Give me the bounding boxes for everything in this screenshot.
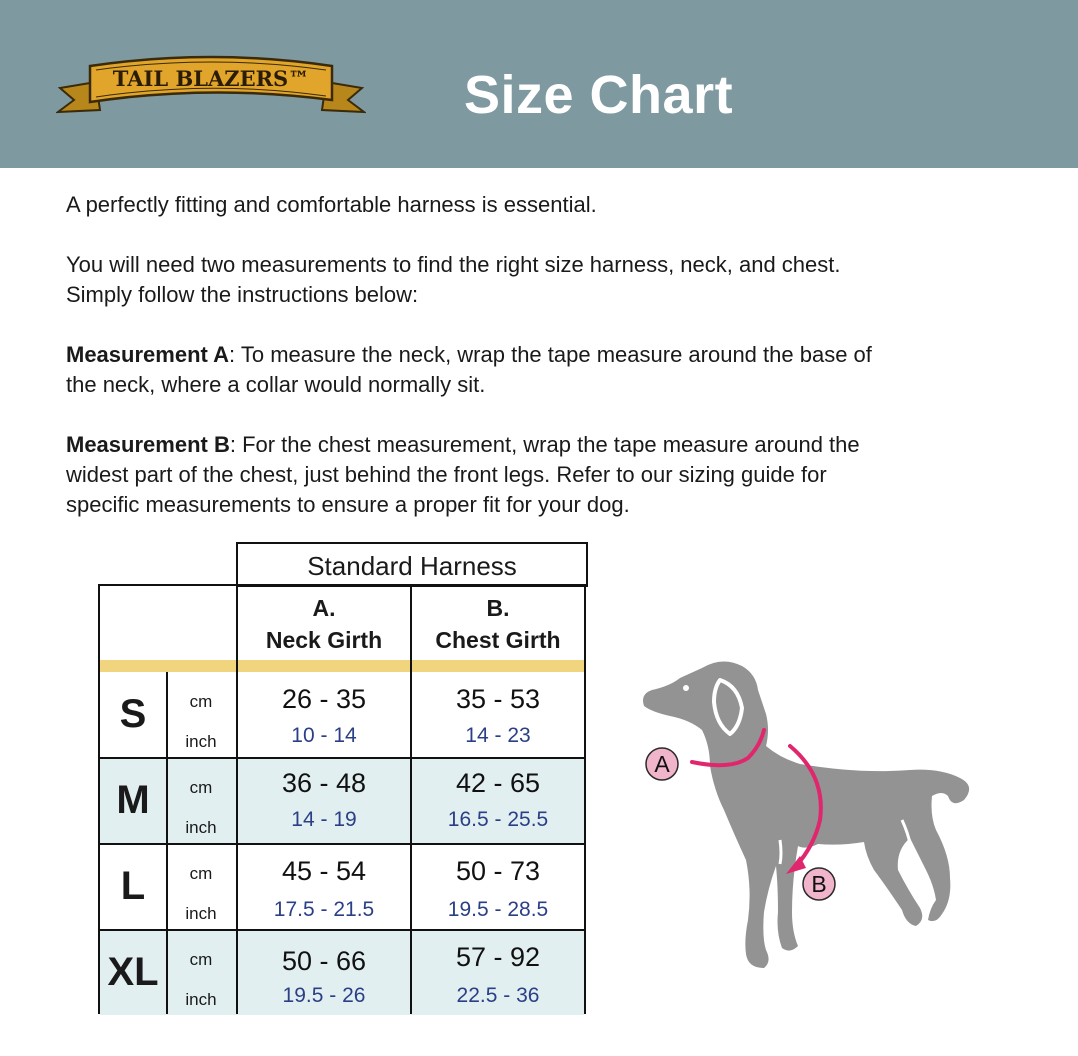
neck-girth-name: Neck Girth bbox=[265, 627, 383, 653]
table-row-s bbox=[100, 672, 584, 757]
unit-cm: cm bbox=[189, 864, 213, 883]
intro-text: A perfectly fitting and comfortable harness is essential. bbox=[66, 192, 597, 217]
measurement-a-paragraph bbox=[66, 340, 1016, 400]
neck-cm-value: 26 - 35 bbox=[281, 684, 367, 714]
chest-inch-value: 22.5 - 36 bbox=[456, 984, 540, 1007]
measurements-paragraph bbox=[66, 250, 1016, 310]
measurement-b-paragraph bbox=[66, 430, 1016, 520]
size-label: L bbox=[120, 864, 146, 908]
chest-girth-letter: B. bbox=[486, 595, 510, 621]
dog-eye bbox=[683, 685, 689, 691]
neck-inch-value: 10 - 14 bbox=[291, 724, 357, 747]
neck-cm-value: 36 - 48 bbox=[281, 768, 367, 798]
unit-cm: cm bbox=[189, 692, 213, 711]
measurements-line-2: Simply follow the instructions below: bbox=[66, 282, 419, 307]
measurement-b-label: Measurement B bbox=[66, 432, 230, 457]
unit-cm: cm bbox=[189, 778, 213, 797]
dog-silhouette bbox=[643, 661, 969, 968]
neck-inch-value: 19.5 - 26 bbox=[282, 984, 366, 1007]
chest-girth-name: Chest Girth bbox=[435, 627, 561, 653]
measurement-b-text-1: : For the chest measurement, wrap the tape measure around the bbox=[229, 432, 860, 457]
neck-cm-value: 50 - 66 bbox=[281, 946, 367, 976]
neck-inch-value: 14 - 19 bbox=[291, 808, 357, 831]
measurement-b-text-3: specific measurements to ensure a proper fit for your dog. bbox=[66, 492, 630, 517]
header-divider-band bbox=[100, 660, 584, 672]
chest-girth-header bbox=[412, 592, 584, 656]
chest-cm-value: 42 - 65 bbox=[455, 768, 541, 798]
measurement-a-text-2: the neck, where a collar would normally sit. bbox=[66, 372, 486, 397]
tail-blazers-logo bbox=[56, 44, 366, 134]
intro-paragraph bbox=[66, 190, 1016, 220]
table-row-xl bbox=[100, 930, 584, 1015]
dog-measurement-diagram bbox=[630, 650, 1010, 990]
marker-a-label: A bbox=[654, 751, 670, 777]
chest-inch-value: 19.5 - 28.5 bbox=[447, 898, 549, 921]
grid-line bbox=[100, 757, 584, 759]
standard-harness-header: Standard Harness bbox=[236, 542, 588, 587]
table-row-m bbox=[100, 758, 584, 843]
unit-inch: inch bbox=[185, 904, 217, 923]
unit-inch: inch bbox=[185, 818, 217, 837]
neck-inch-value: 17.5 - 21.5 bbox=[273, 898, 375, 921]
instructions bbox=[66, 190, 1016, 550]
chest-cm-value: 35 - 53 bbox=[455, 684, 541, 714]
neck-girth-letter: A. bbox=[312, 595, 336, 621]
chest-inch-value: 16.5 - 25.5 bbox=[447, 808, 549, 831]
unit-cm: cm bbox=[189, 950, 213, 969]
marker-b-label: B bbox=[811, 871, 827, 897]
grid-line bbox=[100, 843, 584, 845]
size-label: M bbox=[116, 778, 150, 822]
dog-chest-highlight bbox=[780, 840, 781, 864]
grid-line bbox=[236, 586, 238, 1014]
page-title: Size Chart bbox=[464, 65, 734, 125]
size-label: S bbox=[119, 692, 147, 736]
grid-line bbox=[410, 586, 412, 1014]
size-label: XL bbox=[107, 950, 159, 994]
measurement-b-text-2: widest part of the chest, just behind the front legs. Refer to our sizing guide for bbox=[66, 462, 827, 487]
chest-cm-value: 57 - 92 bbox=[455, 942, 541, 972]
size-table bbox=[98, 584, 586, 1014]
unit-inch: inch bbox=[185, 990, 217, 1009]
measurement-a-label: Measurement A bbox=[66, 342, 230, 367]
neck-girth-header bbox=[238, 592, 410, 656]
measurements-line-1: You will need two measurements to find the right size harness, neck, and chest. bbox=[66, 252, 841, 277]
grid-line bbox=[100, 929, 584, 931]
logo-text: TAIL BLAZERS™ bbox=[112, 66, 310, 91]
header-banner bbox=[0, 0, 1078, 168]
neck-cm-value: 45 - 54 bbox=[281, 856, 367, 886]
measurement-a-text-1: : To measure the neck, wrap the tape measure around the base of bbox=[229, 342, 872, 367]
chest-cm-value: 50 - 73 bbox=[455, 856, 541, 886]
unit-inch: inch bbox=[185, 732, 217, 751]
chest-inch-value: 14 - 23 bbox=[465, 724, 531, 747]
table-row-l bbox=[100, 844, 584, 929]
